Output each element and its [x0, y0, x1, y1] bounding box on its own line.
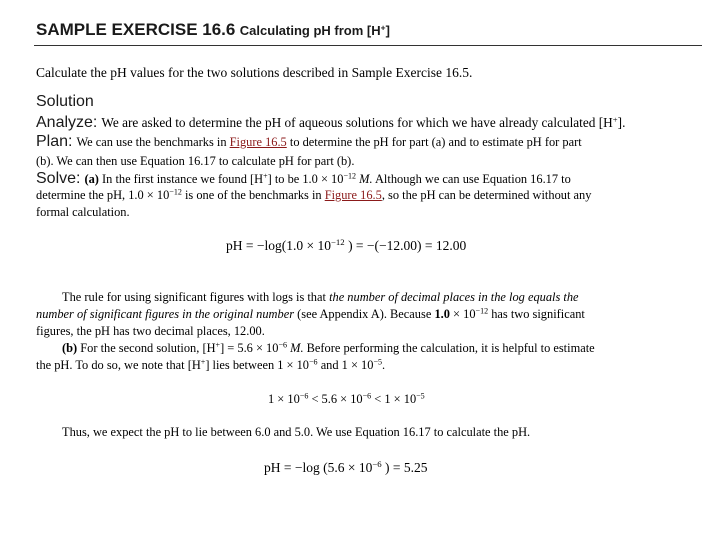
solve-line-2: determine the pH, $1.0 \times 10^{-12}$ is one of the benchmarks in Figure 16.5, so the pH can be determined without any: [36, 187, 592, 202]
solve-line-1: [36, 170, 571, 188]
analyze-text: We are asked to determine the pH of aqueous solutions for which we have already calculated [H+].: [101, 114, 626, 130]
slide-title: [36, 20, 390, 40]
plan-label: Plan:: [36, 133, 73, 150]
title-main: SAMPLE EXERCISE 16.6: [36, 20, 236, 39]
sigfig-line-1: The rule for using significant figures with logs is that the number of decimal places in the log equals the: [62, 290, 579, 304]
inequality: $1 \times 10^{-6} < 5.6 \times 10^{-6} < 1 \times 10^{-5}$: [268, 391, 425, 406]
part-b-line-1: (b) For the second solution, $[H^+] = 5.6 \times 10^{-6}$ M. Before performing the calculation, it is helpful to estimate: [62, 340, 595, 355]
plan-text: We can use the benchmarks in Figure 16.5 to determine the pH for part (a) and to estimate pH for part: [76, 135, 582, 149]
plan-line-1: [36, 133, 582, 151]
problem-statement: Calculate the pH values for the two solutions described in Sample Exercise 16.5.: [36, 65, 473, 80]
solve-line-3: formal calculation.: [36, 205, 130, 219]
solve-label: Solve:: [36, 170, 81, 187]
title-subtitle: Calculating pH from [H+]: [239, 22, 390, 38]
equation-ph-b: pH = −log ($5.6 \times 10^{-6}$ ) = 5.25: [264, 459, 428, 475]
plan-line-2: (b). We can then use Equation 16.17 to calculate pH for part (b).: [36, 154, 355, 168]
conclusion: Thus, we expect the pH to lie between 6.0 and 5.0. We use Equation 16.17 to calculate the pH.: [62, 425, 531, 439]
analyze-label: Analyze:: [36, 114, 98, 131]
sigfig-line-3: figures, the pH has two decimal places, 12.00.: [36, 324, 265, 338]
sigfig-line-2: number of significant figures in the original number (see Appendix A). Because $1.0 \times 10^{-12}$ has two significant: [36, 306, 585, 321]
analyze-line: [36, 114, 625, 132]
solve-text: (a) In the first instance we found [H+] to be $1.0 \times 10^{-12}$ M. Although we can use Equation 16.17 to: [84, 171, 571, 186]
part-b-line-2: the pH. To do so, we note that [H+] lies between $1 \times 10^{-6}$ and $1 \times 10^{-5}$.: [36, 357, 386, 372]
solution-heading: Solution: [36, 93, 94, 110]
title-divider: [34, 45, 702, 46]
figure-16-5-link[interactable]: Figure 16.5: [229, 135, 287, 149]
figure-16-5-link-2[interactable]: Figure 16.5: [324, 188, 382, 202]
equation-ph-a: pH = $-\log(1.0 \times 10^{-12}$ ) = −(−12.00) = 12.00: [226, 237, 467, 253]
